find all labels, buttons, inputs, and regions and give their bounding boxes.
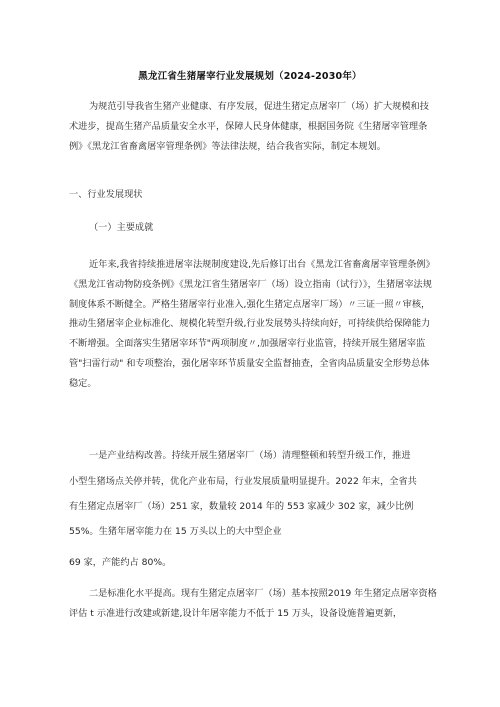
structure-line-5: 69 家，产能约占 80%。 xyxy=(69,557,172,568)
structure-line-4: 55%。生猪年屠宰能力在 15 万头以上的大中型企业 xyxy=(69,526,282,537)
subsection-heading-1-1: （一）主要成就 xyxy=(89,222,154,233)
document-title: 黑龙江省生猪屠宰行业发展规划（2024-2030年） xyxy=(138,71,362,82)
achievements-paragraph: 近年来,我省持续推进屠宰法规制度建设,先后修订出台《黑龙江省畜禽屠宰管理条例》《黑龙江省动物防疫条例》《黑龙江省生猪屠宰厂（场）设立指南（试行）》，生猪屠宰法规制度体系不断健全。严格生猪屠宰行业准入,强化生猪定点屠宰厂场）〃三证一照〃审核，推动生猪屠宰企业标准化、规模化转型升级,行业发展势头持续向好，可持续供给保障能力不断增强。全面落实生猪屠宰环节"两项制度〃,加强屠宰行业监管，持续开展生猪屠宰监管"扫雷行动" 和专项整治，强化屠宰环节质量安全监督抽查，全省肉品质量安全形势总体稳定。 xyxy=(69,259,435,389)
structure-line-2: 小型生猪场点关停并转，优化产业布局，行业发展质量明显提升。2022 年末，全省共 xyxy=(69,476,417,487)
intro-paragraph: 为规范引导我省生猪产业健康、有序发展，促进生猪定点屠宰厂（场）扩大规模和技术进步，提高生猪产品质量安全水平，保障人民身体健康，根据国务院《生猪屠宰管理条例》《黑龙江省畜禽屠宰管理条例》等法律法规，结合我省实际，制定本规划。 xyxy=(69,101,429,152)
structure-line-1: 一是产业结构改善。持续开展生猪屠宰厂（场）清理整顿和转型升级工作，推进 xyxy=(89,450,411,461)
standardization-paragraph: 二是标准化水平提高。现有生猪定点屠宰厂（场）基本按照2019 年生猪定点屠宰资格评估 t 示准进行改建或新建,设计年屠宰能力不低于 15 万头，设备设施普遍更新， xyxy=(69,588,437,619)
section-heading-1: 一、行业发展现状 xyxy=(69,189,143,200)
structure-line-3: 有生猪定点屠宰厂（场）251 家，数量较 2014 年的 553 家减少 302 家，减少比例 xyxy=(69,501,414,512)
